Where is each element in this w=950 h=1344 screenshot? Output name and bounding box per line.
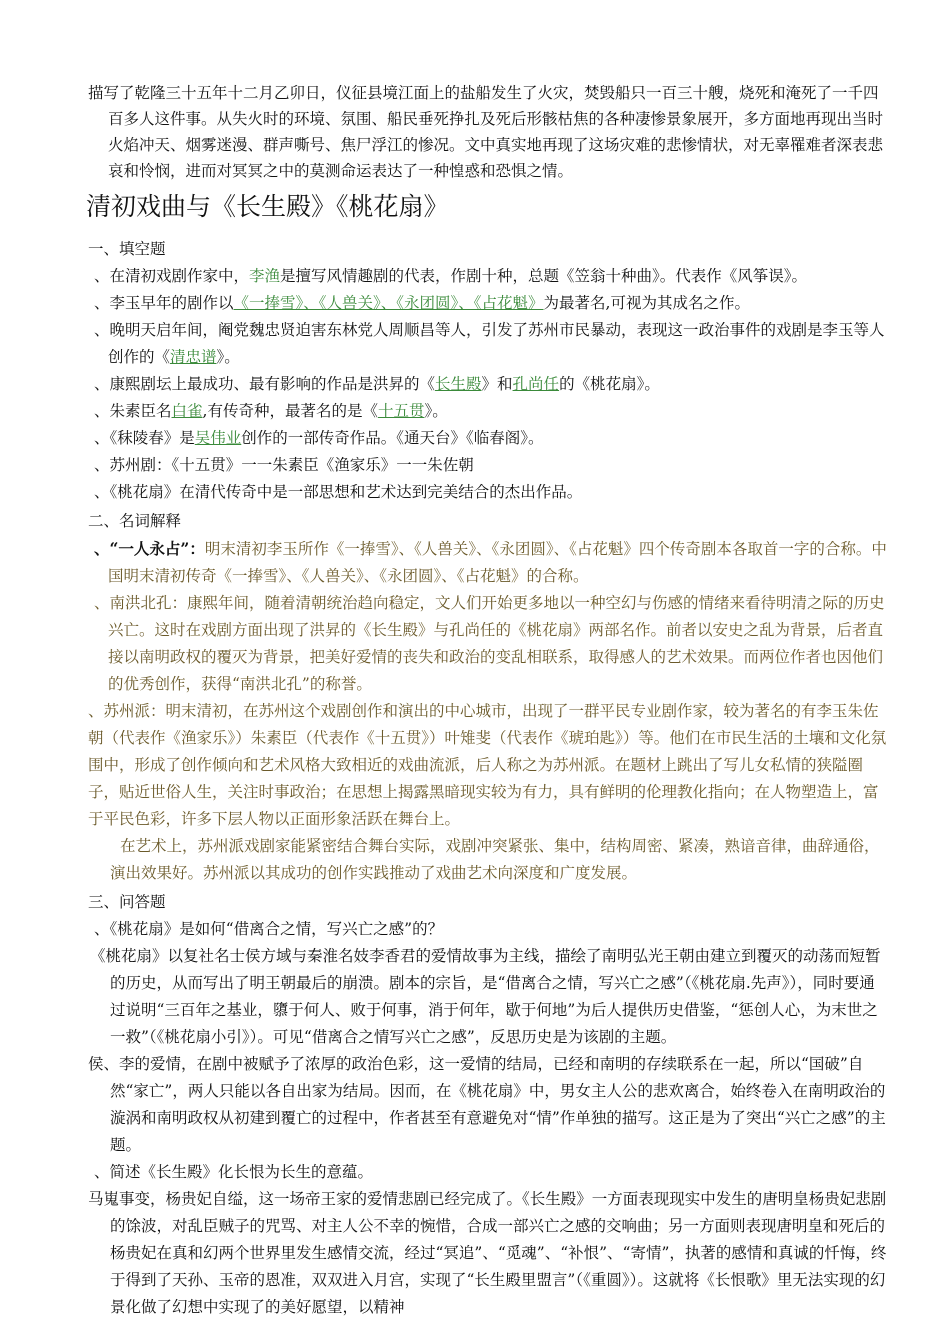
- section-title: 清初戏曲与《长生殿》《桃花扇》: [86, 192, 449, 221]
- answer-text: 《一捧雪》、《人兽关》、《永团圆》、《占花魁》: [233, 294, 544, 312]
- term-item-3: 、苏州派：明末清初，在苏州这个戏剧创作和演出的中心城市，出现了一群平民专业剧作家，较为著名的有李玉朱佐朝（代表作《渔家乐》）朱素臣（代表作《十五贯》）叶雉斐（代表作《琥珀匙》）等。他们在市民生活的土壤和文化氛围中，形成了创作倾向和艺术风格大致相近的戏曲流派，后人称之为苏州派。在题材上跳出了写儿女私情的狭隘圈子，贴近世俗人生，关注时事政治；在思想上揭露黑暗现实较为有力，具有鲜明的伦理教化指向；在人物塑造上，富于平民色彩，许多下层人物以正面形象活跃在舞台上。: [88, 702, 887, 828]
- fill-item-3: 、晚明天启年间，阉党魏忠贤迫害东林党人周顺昌等人，引发了苏州市民暴动，表现这一政治事件的戏剧是李玉等人创作的《清忠谱》。: [94, 321, 885, 366]
- fill-item-1: 、在清初戏剧作家中，李渔是擅写风情趣剧的代表，作剧十种，总题《笠翁十种曲》。代表作《风筝误》。: [94, 267, 808, 285]
- question-2: 、简述《长生殿》化长恨为长生的意蕴。: [94, 1163, 374, 1181]
- answer-2: 马嵬事变，杨贵妃自缢，这一场帝王家的爱情悲剧已经完成了。《长生殿》一方面表现现实中发生的唐明皇杨贵妃悲剧的馀波，对乱臣贼子的咒骂、对主人公不幸的惋惜，合成一部兴亡之感的交响曲；另一方面则表现唐明皇和死后的杨贵妃在真和幻两个世界里发生感情交流，经过“冥追”、“觅魂”、“补恨”、“寄情”，执著的感情和真诚的忏悔，终于得到了天孙、玉帝的恩准，双双进入月宫，实现了“长生殿里盟言”（《重圆》）。这就将《长恨歌》里无法实现的幻景化做了幻想中实现了的美好愿望，以精神: [88, 1190, 887, 1316]
- document-page: [88, 80, 888, 1321]
- fill-item-8: 、《桃花扇》在清代传奇中是一部思想和艺术达到完美结合的杰出作品。: [94, 483, 583, 501]
- answer-1: 《桃花扇》以复社名士侯方域与秦淮名妓李香君的爱情故事为主线，描绘了南明弘光王朝由建立到覆灭的动荡而短暂的历史，从而写出了明王朝最后的崩溃。剧本的宗旨，是“借离合之情，写兴亡之感”（《桃花扇.先声》），同时要通过说明“三百年之基业，隳于何人、败于何事，消于何年，歇于何地”为后人提供历史借鉴，“惩创人心，为末世之一救”（《桃花扇小引》）。可见“借离合之情写兴亡之感”，反思历史是为该剧的主题。: [90, 947, 881, 1046]
- answer-text: 吴伟业: [194, 429, 242, 447]
- fill-item-7: 、苏州剧：《十五贯》一一朱素臣《渔家乐》一一朱佐朝: [94, 456, 474, 474]
- intro-paragraph: 描写了乾隆三十五年十二月乙卯日，仪征县境江面上的盐船发生了火灾，焚毁船只一百三十艘，烧死和淹死了一千四百多人这件事。从失火时的环境、氛围、船民垂死挣扎及死后形骸枯焦的各种凄惨景象展开，多方面地再现出当时火焰冲天、烟雾迷漫、群声嘶号、焦尸浮江的惨况。文中真实地再现了这场灾难的悲惨情状，对无辜罹难者深表悲哀和怜悯，进而对冥冥之中的莫测命运表达了一种惶惑和恐惧之情。: [88, 84, 884, 180]
- term-item-1: 、“一人永占”：明末清初李玉所作《一捧雪》、《人兽关》、《永团圆》、《占花魁》四个传奇剧本各取首一字的合称。中国明末清初传奇《一捧雪》、《人兽关》、《永团圆》、《占花魁》的合称。: [94, 539, 887, 585]
- answer-text: 李渔: [249, 267, 281, 285]
- answer-text: 清忠谱: [170, 348, 217, 366]
- answer-text: 孔尚任: [512, 375, 560, 393]
- heading-fill-blank: 一、填空题: [88, 240, 166, 258]
- question-1: 、《桃花扇》是如何“借离合之情，写兴亡之感”的？: [94, 920, 444, 938]
- answer-text: 白雀: [171, 402, 203, 420]
- heading-terms: 二、名词解释: [88, 512, 182, 530]
- term-item-2: 、南洪北孔：康熙年间，随着清朝统治趋向稳定，文人们开始更多地以一种空幻与伤感的情绪来看待明清之际的历史兴亡。这时在戏剧方面出现了洪昇的《长生殿》与孔尚任的《桃花扇》两部名作。前者以安史之乱为背景，后者直接以南明政权的覆灭为背景，把美好爱情的丧失和政治的变乱相联系，取得感人的艺术效果。而两位作者也因他们的优秀创作，获得“南洪北孔”的称誉。: [94, 594, 885, 693]
- fill-item-6: 、《秣陵春》是吴伟业创作的一部传奇作品。《通天台》《临春阁》。: [94, 429, 544, 447]
- answer-1-continued: 侯、李的爱情，在剧中被赋予了浓厚的政治色彩，这一爱情的结局，已经和南明的存续联系在一起，所以“国破”自然“家亡”，两人只能以各自出家为结局。因而，在《桃花扇》中，男女主人公的悲欢离合，始终卷入在南明政治的漩涡和南明政权从初建到覆亡的过程中，作者甚至有意避免对“情”作单独的描写。这正是为了突出“兴亡之感”的主题。: [88, 1055, 886, 1154]
- heading-questions: 三、问答题: [88, 893, 166, 911]
- fill-item-5: 、朱素臣名白雀,有传奇种，最著名的是《十五贯》。: [94, 402, 448, 420]
- answer-text: 十五贯: [377, 402, 425, 420]
- term-item-3-continued: 在艺术上，苏州派戏剧家能紧密结合舞台实际，戏剧冲突紧张、集中，结构周密、紧凑，熟谙音律，曲辞通俗，演出效果好。苏州派以其成功的创作实践推动了戏曲艺术向深度和广度发展。: [110, 837, 880, 882]
- fill-item-2: 、李玉早年的剧作以《一捧雪》、《人兽关》、《永团圆》、《占花魁》为最著名,可视为其成名之作。: [94, 294, 750, 312]
- answer-text: 长生殿: [435, 375, 482, 393]
- fill-item-4: 、康熙剧坛上最成功、最有影响的作品是洪昇的《长生殿》和孔尚任的《桃花扇》。: [94, 375, 660, 393]
